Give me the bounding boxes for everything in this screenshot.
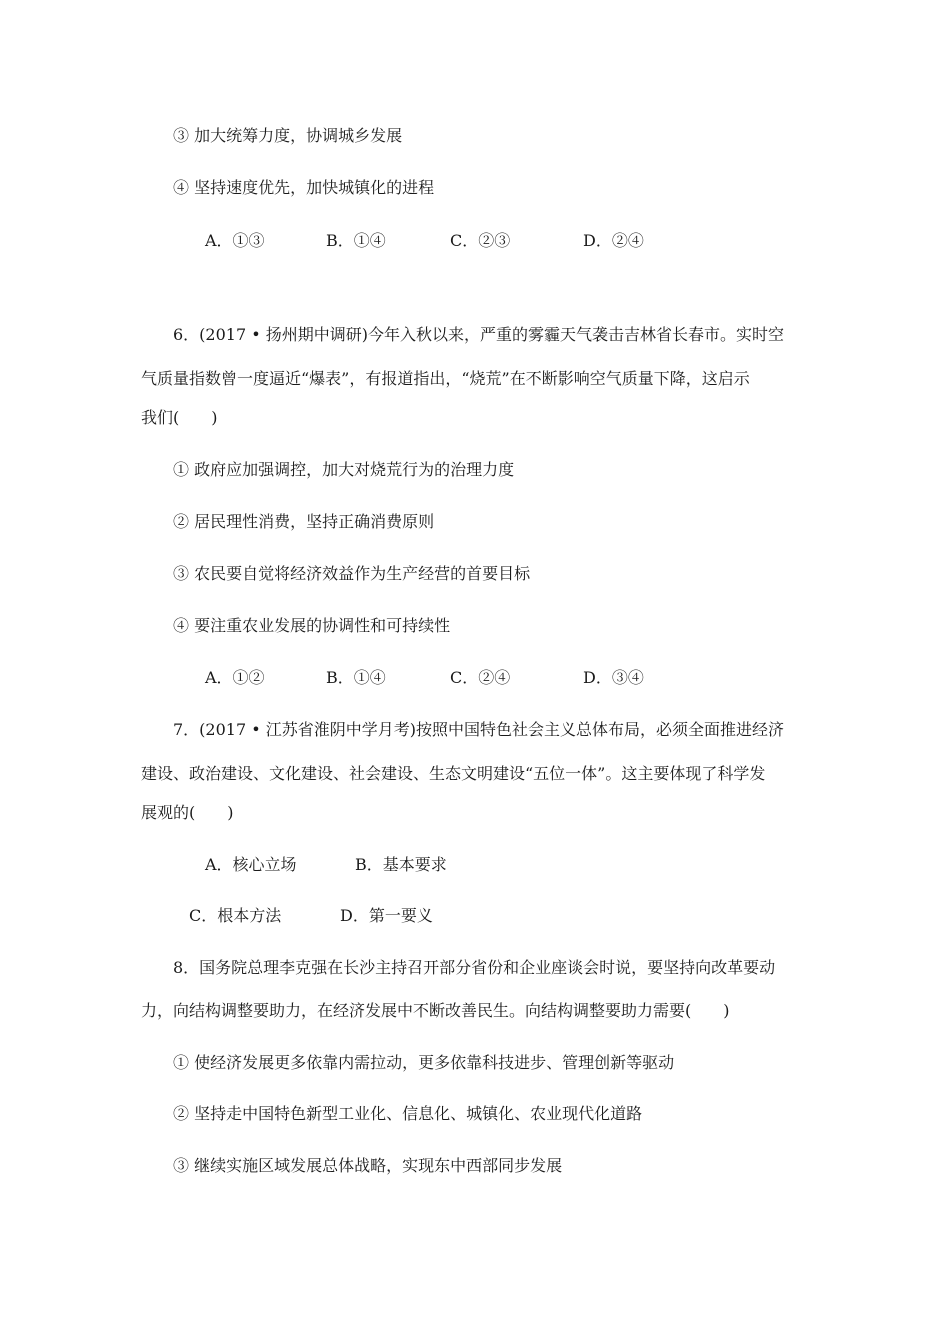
q8-stem-line-1: 8．国务院总理李克强在长沙主持召开部分省份和企业座谈会时说，要坚持向改革要动 (173, 958, 776, 977)
q6-item-2: ② 居民理性消费，坚持正确消费原则 (173, 512, 435, 531)
q6-stem-line-2: 气质量指数曾一度逼近“爆表”，有报道指出，“烧荒”在不断影响空气质量下降，这启示 (141, 369, 750, 388)
q5-option-c: C．②③ (450, 231, 511, 250)
q7-option-c: C．根本方法 (189, 906, 282, 925)
q6-stem-line-3: 我们( ) (141, 408, 218, 427)
q8-item-3: ③ 继续实施区域发展总体战略，实现东中西部同步发展 (173, 1156, 563, 1175)
q7-option-d: D．第一要义 (340, 906, 433, 925)
q6-stem-line-1: 6．(2017 • 扬州期中调研)今年入秋以来，严重的雾霾天气袭击吉林省长春市。实时空 (173, 325, 784, 344)
q5-option-b: B．①④ (326, 231, 386, 250)
q5-item-4: ④ 坚持速度优先，加快城镇化的进程 (173, 178, 435, 197)
q8-item-2: ② 坚持走中国特色新型工业化、信息化、城镇化、农业现代化道路 (173, 1104, 643, 1123)
q7-stem-line-1: 7．(2017 • 江苏省淮阴中学月考)按照中国特色社会主义总体布局，必须全面推进经济 (173, 720, 784, 739)
q6-item-3: ③ 农民要自觉将经济效益作为生产经营的首要目标 (173, 564, 531, 583)
q5-option-d: D．②④ (583, 231, 644, 250)
q8-stem-line-2: 力，向结构调整要助力，在经济发展中不断改善民生。向结构调整要助力需要( ) (141, 1001, 730, 1020)
q5-item-3: ③ 加大统筹力度，协调城乡发展 (173, 126, 403, 145)
q6-item-4: ④ 要注重农业发展的协调性和可持续性 (173, 616, 451, 635)
q5-option-a: A．①③ (205, 231, 265, 250)
q7-option-a: A．核心立场 (205, 855, 297, 874)
q8-item-1: ① 使经济发展更多依靠内需拉动，更多依靠科技进步、管理创新等驱动 (173, 1053, 675, 1072)
q6-option-d: D．③④ (583, 668, 644, 687)
q7-stem-line-2: 建设、政治建设、文化建设、社会建设、生态文明建设“五位一体”。这主要体现了科学发 (141, 764, 766, 783)
q6-option-a: A．①② (205, 668, 265, 687)
q6-item-1: ① 政府应加强调控，加大对烧荒行为的治理力度 (173, 460, 515, 479)
q6-option-b: B．①④ (326, 668, 386, 687)
q7-stem-line-3: 展观的( ) (141, 803, 234, 822)
q6-option-c: C．②④ (450, 668, 511, 687)
q7-option-b: B．基本要求 (355, 855, 447, 874)
